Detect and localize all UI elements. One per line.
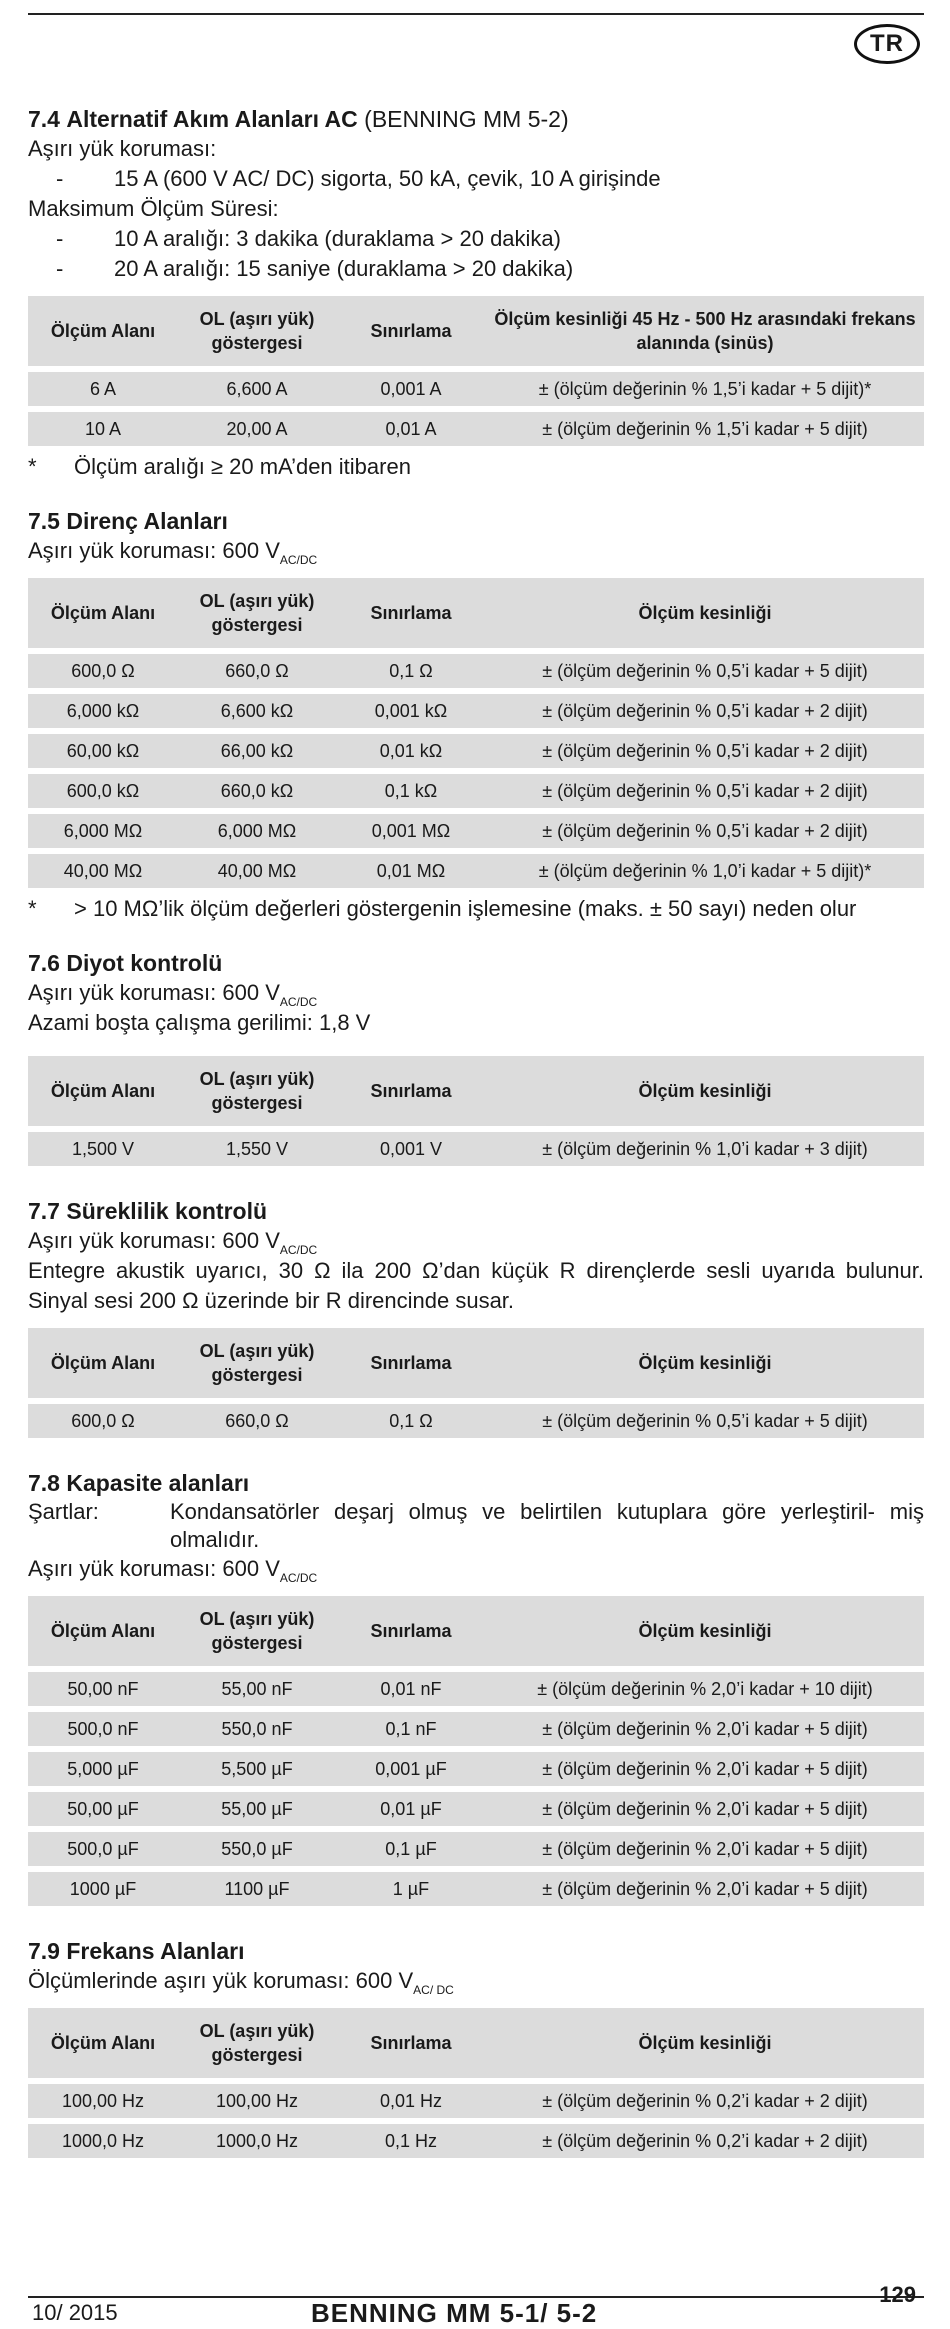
table-cell: 66,00 kΩ xyxy=(178,734,336,768)
conditions xyxy=(28,1498,924,1554)
page-footer xyxy=(28,2282,924,2328)
table-cell: 500,0 µF xyxy=(28,1832,178,1866)
section-heading xyxy=(28,1936,924,1966)
table-row xyxy=(28,1752,924,1786)
table-row xyxy=(28,1404,924,1438)
section-7-5 xyxy=(28,506,924,924)
page-number: 129 xyxy=(879,2282,916,2307)
table-cell: 1000,0 Hz xyxy=(28,2124,178,2158)
table-cell: 6,000 MΩ xyxy=(178,814,336,848)
table-cell: ± (ölçüm değerinin % 0,2’i kadar + 2 dijit) xyxy=(486,2084,924,2118)
overload-subscript: AC/DC xyxy=(279,1243,318,1257)
section-heading xyxy=(28,1468,924,1498)
footnote xyxy=(28,894,924,924)
table-cell: 10 A xyxy=(28,412,178,446)
table-cell: ± (ölçüm değerinin % 0,5’i kadar + 5 dijit) xyxy=(486,1404,924,1438)
table-cell: 0,1 Ω xyxy=(336,1404,486,1438)
table-cell: 0,001 µF xyxy=(336,1752,486,1786)
list-item: - 20 A aralığı: 15 saniye (duraklama > 20 dakika) xyxy=(28,254,924,284)
table-header-row xyxy=(28,296,924,366)
table-cell: 0,001 A xyxy=(336,372,486,406)
table-header-cell: Sınırlama xyxy=(336,578,486,648)
table-header-row xyxy=(28,1596,924,1666)
conditions-label: Şartlar: xyxy=(28,1499,99,1524)
table-cell: 55,00 nF xyxy=(178,1672,336,1706)
overload-subscript: AC/DC xyxy=(279,1571,318,1585)
table-row xyxy=(28,2084,924,2118)
table-header-cell: OL (aşırı yük) göstergesi xyxy=(178,1328,336,1398)
table-cell: 6,600 kΩ xyxy=(178,694,336,728)
table-cell: 0,1 Hz xyxy=(336,2124,486,2158)
table-header-cell: Ölçüm Alanı xyxy=(28,1596,178,1666)
overload-protection xyxy=(28,1226,924,1256)
table-cell: ± (ölçüm değerinin % 1,0’i kadar + 3 dijit) xyxy=(486,1132,924,1166)
table-header-row xyxy=(28,578,924,648)
table-header-row xyxy=(28,1328,924,1398)
table-cell: 600,0 kΩ xyxy=(28,774,178,808)
table-header-cell: Sınırlama xyxy=(336,1596,486,1666)
overload-protection xyxy=(28,978,924,1008)
section-heading xyxy=(28,506,924,536)
max-time-label: Maksimum Ölçüm Süresi: xyxy=(28,196,279,221)
section-7-8 xyxy=(28,1468,924,1912)
idle-voltage: Azami boşta çalışma gerilimi: 1,8 V xyxy=(28,1010,371,1035)
section-number: 7.5 xyxy=(28,508,60,534)
table-header-cell: Ölçüm kesinliği xyxy=(486,1056,924,1126)
section-7-6 xyxy=(28,948,924,1172)
top-rule xyxy=(28,13,924,15)
footnote xyxy=(28,452,924,482)
section-title: Direnç Alanları xyxy=(66,508,228,534)
table-cell: 0,001 V xyxy=(336,1132,486,1166)
table-cell: 0,01 kΩ xyxy=(336,734,486,768)
table-cell: 660,0 Ω xyxy=(178,1404,336,1438)
section-number: 7.6 xyxy=(28,950,60,976)
table-cell: 50,00 µF xyxy=(28,1792,178,1826)
section-number: 7.7 xyxy=(28,1198,60,1224)
table-cell: 0,1 Ω xyxy=(336,654,486,688)
table-row xyxy=(28,2124,924,2158)
list-item: - 10 A aralığı: 3 dakika (duraklama > 20 dakika) xyxy=(28,224,924,254)
section-heading xyxy=(28,104,924,134)
section-title: Diyot kontrolü xyxy=(66,950,223,976)
table-header-cell: Ölçüm kesinliği xyxy=(486,1328,924,1398)
table-header-cell: OL (aşırı yük) göstergesi xyxy=(178,1596,336,1666)
spec-table xyxy=(28,1050,924,1172)
table-cell: 6 A xyxy=(28,372,178,406)
section-title-suffix: (BENNING MM 5-2) xyxy=(364,106,569,132)
table-row xyxy=(28,372,924,406)
section-7-7 xyxy=(28,1196,924,1444)
table-header-cell: Ölçüm Alanı xyxy=(28,296,178,366)
table-header-cell: Ölçüm kesinliği 45 Hz - 500 Hz arasındaki frekans alanında (sinüs) xyxy=(486,296,924,366)
table-row xyxy=(28,412,924,446)
table-cell: 0,01 A xyxy=(336,412,486,446)
table-cell: 40,00 MΩ xyxy=(28,854,178,888)
table-header-cell: Sınırlama xyxy=(336,296,486,366)
table-row xyxy=(28,1832,924,1866)
overload-text: Ölçümlerinde aşırı yük koruması: 600 V xyxy=(28,1968,414,1993)
table-cell: ± (ölçüm değerinin % 1,5’i kadar + 5 dijit) xyxy=(486,412,924,446)
table-cell: 6,600 A xyxy=(178,372,336,406)
spec-table xyxy=(28,290,924,452)
table-row xyxy=(28,1672,924,1706)
section-number: 7.9 xyxy=(28,1938,60,1964)
footnote-mark: * xyxy=(28,454,37,479)
spec-table xyxy=(28,1322,924,1444)
table-cell: 50,00 nF xyxy=(28,1672,178,1706)
table-header-cell: Ölçüm Alanı xyxy=(28,1056,178,1126)
table-row xyxy=(28,654,924,688)
table-cell: 1,550 V xyxy=(178,1132,336,1166)
overload-label: Aşırı yük koruması: xyxy=(28,136,217,161)
section-heading xyxy=(28,1196,924,1226)
table-row xyxy=(28,774,924,808)
table-header-cell: Ölçüm Alanı xyxy=(28,1328,178,1398)
conditions-text: Kondansatörler deşarj olmuş ve belirtilen kutuplara göre yerleştiril- miş olmalıdır. xyxy=(170,1499,924,1552)
section-number: 7.4 xyxy=(28,106,60,132)
table-cell: ± (ölçüm değerinin % 2,0’i kadar + 5 dijit) xyxy=(486,1712,924,1746)
footnote-text: Ölçüm aralığı ≥ 20 mA’den itibaren xyxy=(74,454,411,479)
section-title: Kapasite alanları xyxy=(66,1470,250,1496)
table-cell: ± (ölçüm değerinin % 0,5’i kadar + 2 dijit) xyxy=(486,694,924,728)
overload-subscript: AC/DC xyxy=(279,995,318,1009)
list-item-text: 15 A (600 V AC/ DC) sigorta, 50 kA, çevik, 10 A girişinde xyxy=(114,166,661,191)
table-cell: ± (ölçüm değerinin % 2,0’i kadar + 10 dijit) xyxy=(486,1672,924,1706)
overload-subscript: AC/DC xyxy=(279,553,318,567)
table-row xyxy=(28,694,924,728)
list-item: - 15 A (600 V AC/ DC) sigorta, 50 kA, çevik, 10 A girişinde xyxy=(28,164,924,194)
section-title: Alternatif Akım Alanları AC xyxy=(66,106,358,132)
table-cell: 5,000 µF xyxy=(28,1752,178,1786)
table-row xyxy=(28,854,924,888)
table-header-cell: Ölçüm Alanı xyxy=(28,2008,178,2078)
table-header-cell: OL (aşırı yük) göstergesi xyxy=(178,1056,336,1126)
language-badge: TR xyxy=(854,24,920,64)
table-cell: 0,001 MΩ xyxy=(336,814,486,848)
list-item-text: 20 A aralığı: 15 saniye (duraklama > 20 dakika) xyxy=(114,256,574,281)
spec-table xyxy=(28,1590,924,1912)
table-header-cell: Ölçüm kesinliği xyxy=(486,2008,924,2078)
table-cell: 500,0 nF xyxy=(28,1712,178,1746)
table-cell: 550,0 µF xyxy=(178,1832,336,1866)
table-cell: 550,0 nF xyxy=(178,1712,336,1746)
footnote-mark: * xyxy=(28,896,37,921)
table-cell: 0,1 nF xyxy=(336,1712,486,1746)
footer-model: BENNING MM 5-1/ 5-2 xyxy=(311,2298,598,2328)
overload-text: Aşırı yük koruması: 600 V xyxy=(28,1556,280,1581)
table-cell: 100,00 Hz xyxy=(28,2084,178,2118)
table-cell: ± (ölçüm değerinin % 0,5’i kadar + 2 dijit) xyxy=(486,734,924,768)
table-cell: 1000,0 Hz xyxy=(178,2124,336,2158)
section-number: 7.8 xyxy=(28,1470,60,1496)
table-cell: ± (ölçüm değerinin % 2,0’i kadar + 5 dijit) xyxy=(486,1752,924,1786)
overload-protection xyxy=(28,536,924,566)
table-cell: 0,001 kΩ xyxy=(336,694,486,728)
table-cell: 5,500 µF xyxy=(178,1752,336,1786)
table-cell: ± (ölçüm değerinin % 1,5’i kadar + 5 dijit)* xyxy=(486,372,924,406)
section-7-9 xyxy=(28,1936,924,2164)
table-cell: 0,01 Hz xyxy=(336,2084,486,2118)
table-cell: ± (ölçüm değerinin % 1,0’i kadar + 5 dijit)* xyxy=(486,854,924,888)
table-cell: 6,000 kΩ xyxy=(28,694,178,728)
table-row xyxy=(28,814,924,848)
overload-text: Aşırı yük koruması: 600 V xyxy=(28,980,280,1005)
table-header-cell: Ölçüm Alanı xyxy=(28,578,178,648)
footnote-text: > 10 MΩ’lik ölçüm değerleri göstergenin işlemesine (maks. ± 50 sayı) neden olur xyxy=(74,896,857,921)
table-row xyxy=(28,1792,924,1826)
overload-protection xyxy=(28,1554,924,1584)
table-header-cell: Sınırlama xyxy=(336,1328,486,1398)
table-cell: 0,01 MΩ xyxy=(336,854,486,888)
description: Entegre akustik uyarıcı, 30 Ω ila 200 Ω’dan küçük R dirençlerde sesli uyarıda bulunur. Sinyal sesi 200 Ω üzerinde bir R direncinde susar. xyxy=(28,1258,924,1313)
section-title: Frekans Alanları xyxy=(66,1938,245,1964)
table-cell: ± (ölçüm değerinin % 0,5’i kadar + 2 dijit) xyxy=(486,814,924,848)
page-content xyxy=(28,104,924,2164)
table-cell: ± (ölçüm değerinin % 2,0’i kadar + 5 dijit) xyxy=(486,1832,924,1866)
table-cell: 1,500 V xyxy=(28,1132,178,1166)
table-header-cell: OL (aşırı yük) göstergesi xyxy=(178,578,336,648)
table-cell: 60,00 kΩ xyxy=(28,734,178,768)
table-cell: ± (ölçüm değerinin % 0,5’i kadar + 2 dijit) xyxy=(486,774,924,808)
table-cell: 0,1 µF xyxy=(336,1832,486,1866)
table-cell: 1 µF xyxy=(336,1872,486,1906)
table-cell: 600,0 Ω xyxy=(28,654,178,688)
table-cell: ± (ölçüm değerinin % 2,0’i kadar + 5 dijit) xyxy=(486,1792,924,1826)
section-heading xyxy=(28,948,924,978)
table-row xyxy=(28,734,924,768)
table-cell: 20,00 A xyxy=(178,412,336,446)
section-7-4 xyxy=(28,104,924,482)
spec-table xyxy=(28,572,924,894)
table-cell: 0,01 µF xyxy=(336,1792,486,1826)
section-title: Süreklilik kontrolü xyxy=(66,1198,268,1224)
spec-table xyxy=(28,2002,924,2164)
table-cell: 6,000 MΩ xyxy=(28,814,178,848)
table-cell: 0,01 nF xyxy=(336,1672,486,1706)
footer-date: 10/ 2015 xyxy=(32,2300,118,2325)
table-header-cell: OL (aşırı yük) göstergesi xyxy=(178,296,336,366)
overload-protection xyxy=(28,1966,924,1996)
overload-text: Aşırı yük koruması: 600 V xyxy=(28,1228,280,1253)
table-header-cell: Ölçüm kesinliği xyxy=(486,1596,924,1666)
table-cell: 1100 µF xyxy=(178,1872,336,1906)
table-header-row xyxy=(28,1056,924,1126)
table-row xyxy=(28,1132,924,1166)
table-cell: 0,1 kΩ xyxy=(336,774,486,808)
table-cell: ± (ölçüm değerinin % 0,2’i kadar + 2 dijit) xyxy=(486,2124,924,2158)
overload-subscript: AC/ DC xyxy=(413,1983,454,1997)
table-row xyxy=(28,1712,924,1746)
table-cell: 660,0 kΩ xyxy=(178,774,336,808)
table-header-cell: OL (aşırı yük) göstergesi xyxy=(178,2008,336,2078)
table-cell: 100,00 Hz xyxy=(178,2084,336,2118)
table-cell: ± (ölçüm değerinin % 2,0’i kadar + 5 dijit) xyxy=(486,1872,924,1906)
table-cell: ± (ölçüm değerinin % 0,5’i kadar + 5 dijit) xyxy=(486,654,924,688)
table-header-cell: Sınırlama xyxy=(336,2008,486,2078)
table-cell: 600,0 Ω xyxy=(28,1404,178,1438)
table-cell: 660,0 Ω xyxy=(178,654,336,688)
table-header-row xyxy=(28,2008,924,2078)
table-cell: 55,00 µF xyxy=(178,1792,336,1826)
table-cell: 1000 µF xyxy=(28,1872,178,1906)
table-header-cell: Sınırlama xyxy=(336,1056,486,1126)
table-cell: 40,00 MΩ xyxy=(178,854,336,888)
list-item-text: 10 A aralığı: 3 dakika (duraklama > 20 dakika) xyxy=(114,226,561,251)
overload-text: Aşırı yük koruması: 600 V xyxy=(28,538,280,563)
table-header-cell: Ölçüm kesinliği xyxy=(486,578,924,648)
table-row xyxy=(28,1872,924,1906)
